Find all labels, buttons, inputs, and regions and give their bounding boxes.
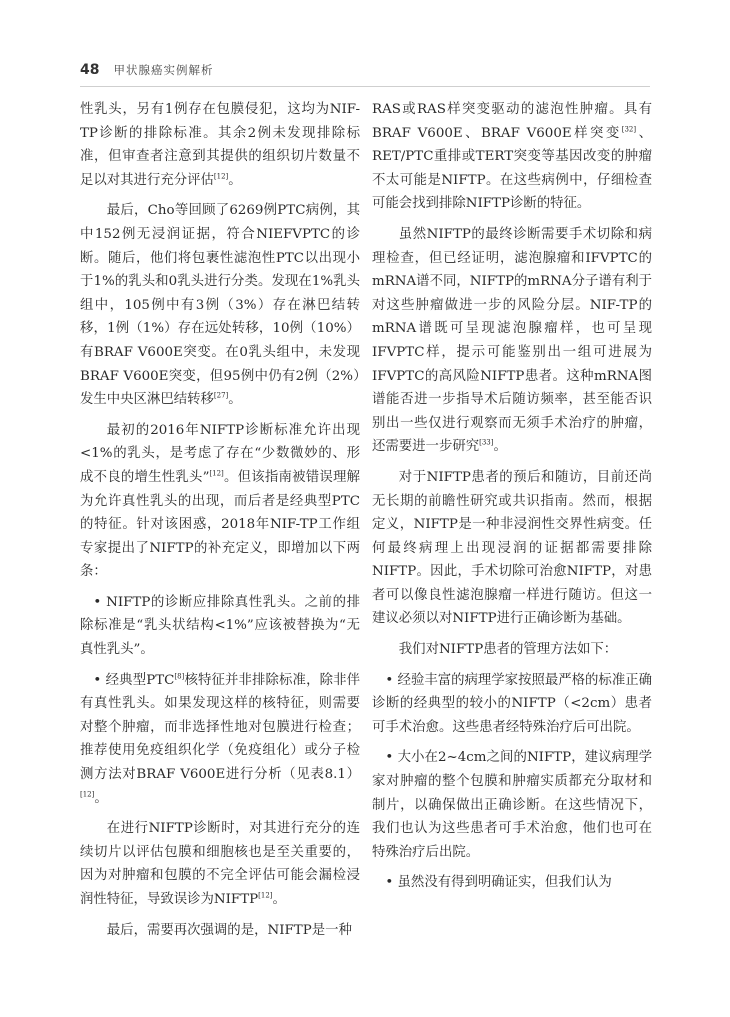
citation-ref: [27] [213,391,229,400]
text-run: 在进行NIFTP诊断时，对其进行充分的连续切片以评估包膜和细胞核也是至关重要的，因为对肿瘤和包膜的不完全评估可能会漏检浸润性特征，导致误诊为NIFTP [80,821,360,907]
paragraph [80,591,360,662]
paragraph [372,638,652,662]
text-run: 。 [94,790,108,806]
paragraph [372,669,652,740]
citation-ref: [12] [258,891,273,900]
text-run: 对于NIFTP患者的预后和随访，目前还尚无长期的前瞻性研究或共识指南。然而，根据定义，NIFTP是一种非浸润性交界性病变。任何最终病理上出现浸润的证据都需要排除NIFTP。因此，手术切除可治愈NIFTP，对患者可以像良性滤泡腺瘤一样进行随访。但这一建议必须以对NIFTP进行正确诊断为基础。 [372,469,652,627]
paragraph [372,466,652,631]
text-run: 。 [272,892,286,907]
citation-ref: [32] [621,125,637,134]
paragraph [372,223,652,459]
paragraph [80,817,360,911]
text-run: • 虽然没有得到明确证实，但我们认为 [385,875,612,891]
citation-ref: [8] [174,672,185,681]
paragraph [80,98,360,192]
paragraph [372,871,652,895]
citation-ref: [12] [213,172,229,181]
text-run: 。 [228,172,242,188]
text-run: 。 [493,439,507,455]
text-run: 我们对NIFTP患者的管理方法如下： [398,642,618,658]
citation-ref: [12] [80,790,95,799]
text-run: 虽然NIFTP的最终诊断需要手术切除和病理检查，但已经证明，滤泡腺瘤和IFVPTC的mRNA谱不同，NIFTP的mRNA分子谱有利于对这些肿瘤做进一步的风险分层。NIF-TP的mRNA谱既可呈现滤泡腺瘤样，也可呈现IFVPTC样，提示可能鉴别出一组可进展为IFVPTC的高风险NIFTP患者。这种mRNA图谱能否进一步指导术后随访频率，甚至能否识别出一些仅进行观察而无须手术治疗的肿瘤，还需要进一步研究 [372,226,652,455]
text-run: 核特征并非排除标准，除非伴有真性乳头。如果发现这样的核特征，则需要对整个肿瘤，而非选择性地对包膜进行检查；推荐使用免疫组织化学（免疫组化）或分子检测方法对BRAF V600E进行分析（见表8.1） [80,672,361,783]
page-header [80,62,650,87]
paragraph [80,919,360,943]
paragraph [80,419,360,584]
text-run: 。但该指南被错误理解为允许真性乳头的出现，而后者是经典型PTC的特征。针对该困惑，2018年NIF-TP工作组专家提出了NIFTP的补充定义，即增加以下两条： [80,469,360,580]
paragraph [80,199,360,411]
text-run: • NIFTP的诊断应排除真性乳头。之前的排除标准是“乳头状结构<1%”应该被替换为“无真性乳头”。 [80,594,360,658]
text-run: • 经验丰富的病理学家按照最严格的标准正确诊断的经典型的较小的NIFTP（<2cm）患者可手术治愈。这些患者经特殊治疗后可出院。 [372,672,652,735]
page-number: 48 [80,62,100,78]
paragraph [80,669,360,811]
text-run: 最后，需要再次强调的是，NIFTP是一种 [106,922,352,938]
text-run: 最后，Cho等回顾了6269例PTC病例，其中152例无浸润证据，符合NIEFVPTC的诊断。随后，他们将包裹性滤泡性PTC以出现小于1%的乳头和0乳头进行分类。发现在1%乳头组中，105例中有3例（3%）存在淋巴结转移，1例（1%）存在远处转移，10例（10%）有BRAF V600E突变。在0乳头组中，未发现BRAF V600E突变，但95例中仍有2例（2%）发生中央区淋巴结转移 [80,203,360,408]
text-run: • 经典型PTC [93,672,175,688]
left-column [80,98,360,949]
text-run: 。 [228,392,242,408]
citation-ref: [12] [209,469,224,478]
paragraph [372,98,652,216]
text-run: • 大小在2~4cm之间的NIFTP，建议病理学家对肿瘤的整个包膜和肿瘤实质都充分取材和制片，以确保做出正确诊断。在这些情况下，我们也认为这些患者可手术治愈，他们也可在特殊治疗后出院。 [372,750,652,860]
running-title: 甲状腺癌实例解析 [113,63,214,77]
right-column [372,98,652,902]
text-run: 性乳头，另有1例存在包膜侵犯，这均为NIF-TP诊断的排除标准。其余2例未发现排除标准，但审查者注意到其提供的组织切片数量不足以对其进行充分评估 [80,102,360,188]
text-run: 最初的2016年NIFTP诊断标准允许出现<1%的乳头，是考虑了存在“少数微妙的、形成不良的增生性乳头” [80,422,360,485]
text-run: RAS或RAS样突变驱动的滤泡性肿瘤。具有BRAF V600E、BRAF V600E样突变 [372,102,652,141]
text-run: 、RET/PTC重排或TERT突变等基因改变的肿瘤不太可能是NIFTP。在这些病例中，仔细检查可能会找到排除NIFTP诊断的特征。 [372,125,653,212]
paragraph [372,746,652,864]
citation-ref: [33] [479,438,494,447]
